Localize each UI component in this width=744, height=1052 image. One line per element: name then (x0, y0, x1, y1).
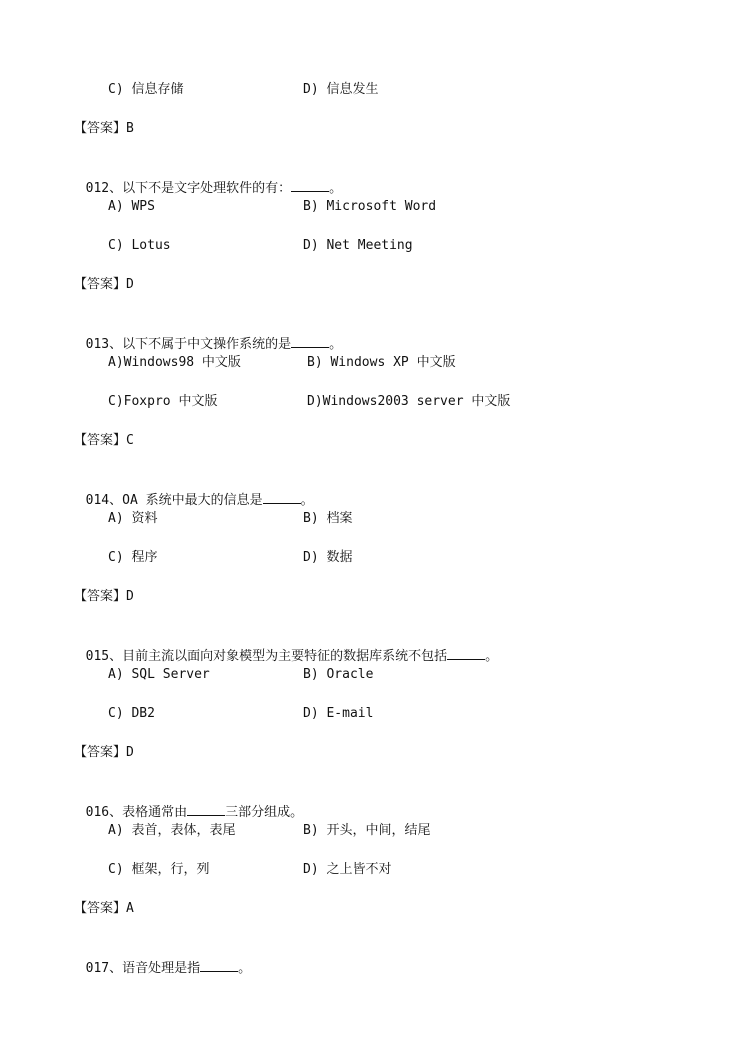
option-a: A) SQL Server (108, 667, 210, 682)
option-c: C)Foxpro 中文版 (108, 394, 218, 409)
question-text: 017、语音处理是指 (85, 961, 201, 976)
option-d: D) 之上皆不对 (303, 862, 392, 877)
answer-blank (187, 801, 225, 816)
option-b: B) 开头，中间，结尾 (303, 823, 431, 838)
question-end: 。 (329, 181, 343, 196)
option-a: A) 表首，表体，表尾 (108, 823, 236, 838)
option-b: B) Oracle (303, 667, 374, 682)
answer-line: 【答案】D (74, 745, 134, 760)
question-012 (70, 159, 342, 198)
option-d: D) 信息发生 (303, 82, 379, 97)
answer-blank (291, 177, 329, 192)
question-text: 013、以下不属于中文操作系统的是 (85, 337, 292, 352)
answer-line: 【答案】A (74, 901, 134, 916)
option-a: A)Windows98 中文版 (108, 355, 241, 370)
answer-line: 【答案】B (74, 121, 134, 136)
option-c: C) 程序 (108, 550, 158, 565)
question-014 (70, 471, 314, 510)
question-end: 。 (329, 337, 343, 352)
option-d: D) 数据 (303, 550, 353, 565)
question-end: 。 (300, 493, 314, 508)
question-end: 三部分组成。 (225, 805, 304, 820)
option-b: B) Microsoft Word (303, 199, 437, 214)
question-013 (70, 315, 342, 354)
answer-blank (200, 957, 238, 972)
option-c: C) 框架，行，列 (108, 862, 210, 877)
question-text: 014、OA 系统中最大的信息是 (85, 493, 263, 508)
question-017 (70, 939, 251, 978)
question-end: 。 (485, 649, 499, 664)
option-d: D) Net Meeting (303, 238, 413, 253)
answer-blank (291, 333, 329, 348)
question-016 (70, 783, 303, 822)
option-b: B) Windows XP 中文版 (307, 355, 456, 370)
option-a: A) 资料 (108, 511, 158, 526)
answer-line: 【答案】D (74, 277, 134, 292)
option-d: D)Windows2003 server 中文版 (307, 394, 511, 409)
answer-blank (447, 645, 485, 660)
option-b: B) 档案 (303, 511, 353, 526)
option-c: C) 信息存储 (108, 82, 184, 97)
question-end: 。 (238, 961, 252, 976)
answer-blank (263, 489, 301, 504)
question-015 (70, 627, 498, 666)
option-c: C) Lotus (108, 238, 171, 253)
question-text: 012、以下不是文字处理软件的有： (85, 181, 292, 196)
option-a: A) WPS (108, 199, 155, 214)
answer-line: 【答案】D (74, 589, 134, 604)
question-text: 016、表格通常由 (85, 805, 188, 820)
option-d: D) E-mail (303, 706, 374, 721)
answer-line: 【答案】C (74, 433, 134, 448)
option-c: C) DB2 (108, 706, 155, 721)
question-text: 015、目前主流以面向对象模型为主要特征的数据库系统不包括 (85, 649, 448, 664)
